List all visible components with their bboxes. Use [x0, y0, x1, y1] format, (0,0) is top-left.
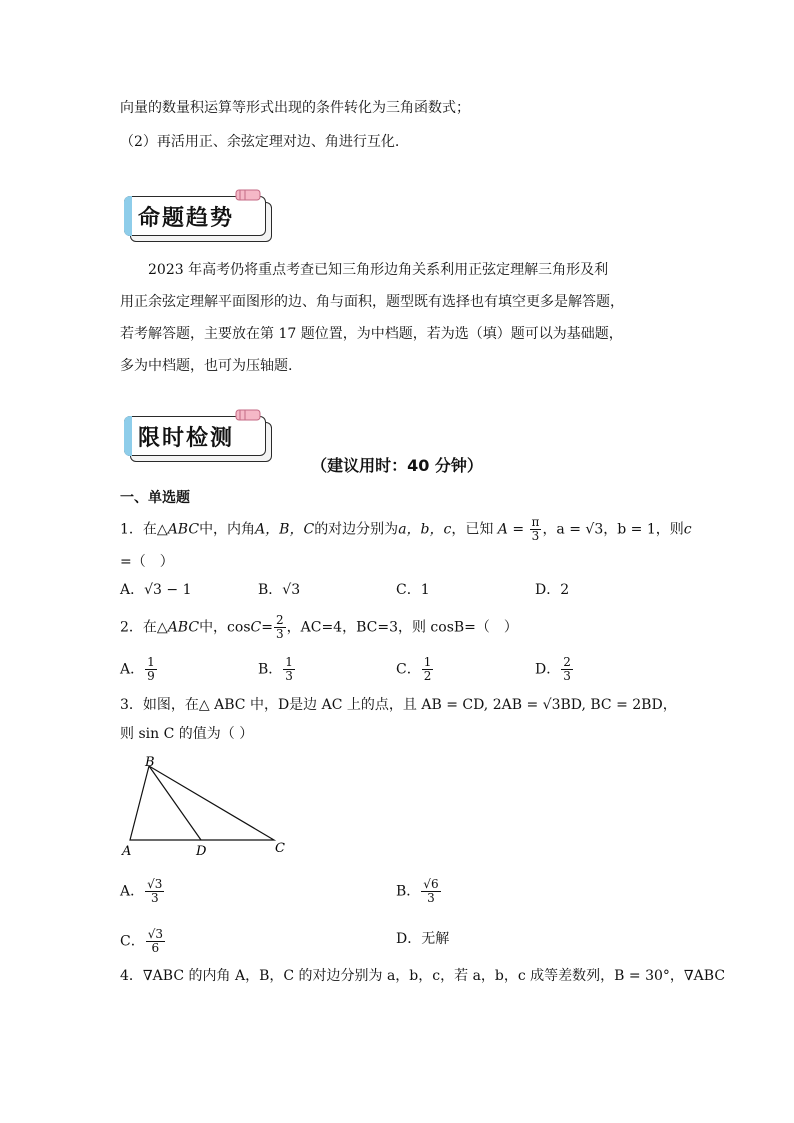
test-title: 限时检测 [138, 426, 235, 451]
q2-option-a-label: A． [120, 661, 145, 678]
label-a: A [122, 844, 132, 859]
q2-option-c[interactable] [396, 656, 434, 683]
q3-option-a-label: A． [120, 883, 145, 900]
q2-option-a-fraction [145, 656, 157, 683]
q1-mid2: 的对边分别为 [314, 521, 399, 538]
q1-tail: =（ ） [120, 554, 174, 570]
q2-option-b-label: B． [258, 661, 283, 678]
q2-option-c-fraction [422, 656, 434, 683]
q3-option-b[interactable] [396, 878, 442, 905]
triangle-abc [130, 766, 274, 840]
q1-mid3: ，已知 [451, 521, 494, 538]
q2-a-den: 9 [147, 669, 155, 683]
q1-pi-fraction [530, 516, 542, 543]
q2-frac-num: 2 [275, 613, 284, 627]
question-3: 3．如图，在△ ABC 中，D是边 AC 上的点，且 AB = CD, 2AB = √3BD, BC = 2BD， [120, 697, 677, 713]
q1-pi: π [531, 515, 540, 529]
triangle-figure [112, 752, 302, 862]
intro-line-1: 向量的数量积运算等形式出现的条件转化为三角函数式； [120, 100, 470, 116]
q3-b-den: 3 [427, 891, 435, 905]
q3-option-b-label: B． [396, 883, 421, 900]
q2-b-den: 3 [285, 669, 293, 683]
section-heading: 一、单选题 [120, 490, 190, 506]
q3-a-den: 3 [150, 891, 159, 905]
q3-option-a-fraction [145, 878, 164, 905]
q2-option-d-fraction [561, 656, 573, 683]
q1-vars: A，B，C [255, 521, 315, 538]
segment-bd [149, 766, 201, 840]
q3-option-c-fraction [146, 928, 165, 955]
trend-title: 命题趋势 [138, 206, 235, 231]
trend-line-1: 2023 年高考仍将重点考查已知三角形边角关系利用正弦定理解三角形及利 [148, 262, 609, 278]
q1-sides: a，b，c [398, 521, 452, 538]
q2-eq: = [261, 619, 273, 636]
label-d: D [196, 844, 207, 859]
trend-line-2: 用正余弦定理解平面图形的边、角与面积，题型既有选择也有填空更多是解答题， [120, 294, 624, 310]
q1-c: c [683, 521, 692, 538]
q1-abc: ABC [167, 521, 200, 538]
q2-c: C [250, 619, 262, 636]
q1-a-eq: A = [497, 521, 525, 538]
trend-line-4: 多为中档题，也可为压轴题. [120, 358, 293, 374]
q2-prefix: 2．在△ [120, 619, 168, 636]
q2-d-den: 3 [563, 669, 571, 683]
question-3-line-2: 则 sin C 的值为（ ） [120, 726, 254, 742]
q1-condition: ，a = √3，b = 1，则 [542, 521, 684, 538]
q3-a-num: √3 [147, 877, 163, 891]
paperclip-icon [234, 184, 264, 206]
q1-prefix: 1．在△ [120, 521, 168, 538]
trend-banner [118, 188, 268, 240]
question-2 [120, 614, 518, 641]
q2-d-num: 2 [563, 655, 571, 669]
q2-option-c-label: C． [396, 661, 421, 678]
suggested-time: （建议用时：40 分钟） [311, 456, 483, 475]
label-c: C [275, 841, 285, 856]
q2-option-a[interactable] [120, 656, 158, 683]
paperclip-icon [234, 404, 264, 426]
q1-option-a[interactable]: A．√3 − 1 [120, 582, 192, 598]
q2-option-d-label: D． [535, 661, 561, 678]
q1-option-c[interactable]: C．1 [396, 582, 430, 598]
q3-option-c-label: C． [120, 933, 145, 950]
q3-option-c[interactable] [120, 928, 166, 955]
question-1 [120, 516, 692, 543]
q1-option-d[interactable]: D．2 [535, 582, 570, 598]
q2-option-d[interactable] [535, 656, 574, 683]
q3-c-num: √3 [147, 927, 163, 941]
q3-option-d[interactable]: D．无解 [396, 931, 450, 947]
q2-frac-den: 3 [275, 627, 284, 641]
trend-line-3: 若考解答题，主要放在第 17 题位置，为中档题，若为选（填）题可以为基础题， [120, 326, 623, 342]
q2-option-b[interactable] [258, 656, 296, 683]
q2-fraction [274, 614, 286, 641]
question-4: 4．∇ABC 的内角 A，B，C 的对边分别为 a，b，c，若 a，b，c 成等差数列，B = 30°，∇ABC [120, 968, 726, 984]
q3-option-a[interactable] [120, 878, 165, 905]
q2-c-num: 1 [423, 655, 432, 669]
intro-line-2: （2）再活用正、余弦定理对边、角进行互化. [120, 134, 400, 150]
q2-abc: ABC [167, 619, 200, 636]
trend-paragraph [120, 254, 680, 382]
label-b: B [145, 755, 155, 770]
q1-three: 3 [531, 529, 540, 543]
q2-a-num: 1 [147, 655, 155, 669]
q3-b-num: √6 [423, 877, 439, 891]
q2-mid: 中，cos [199, 619, 251, 636]
q2-b-num: 1 [285, 655, 293, 669]
q1-mid: 中，内角 [199, 521, 256, 538]
q3-option-b-fraction [421, 878, 440, 905]
q2-c-den: 2 [423, 669, 432, 683]
q2-rest: ，AC=4，BC=3，则 cosB=（ ） [286, 619, 518, 636]
q2-option-b-fraction [283, 656, 295, 683]
q3-c-den: 6 [151, 941, 160, 955]
q1-option-b[interactable]: B．√3 [258, 582, 301, 598]
